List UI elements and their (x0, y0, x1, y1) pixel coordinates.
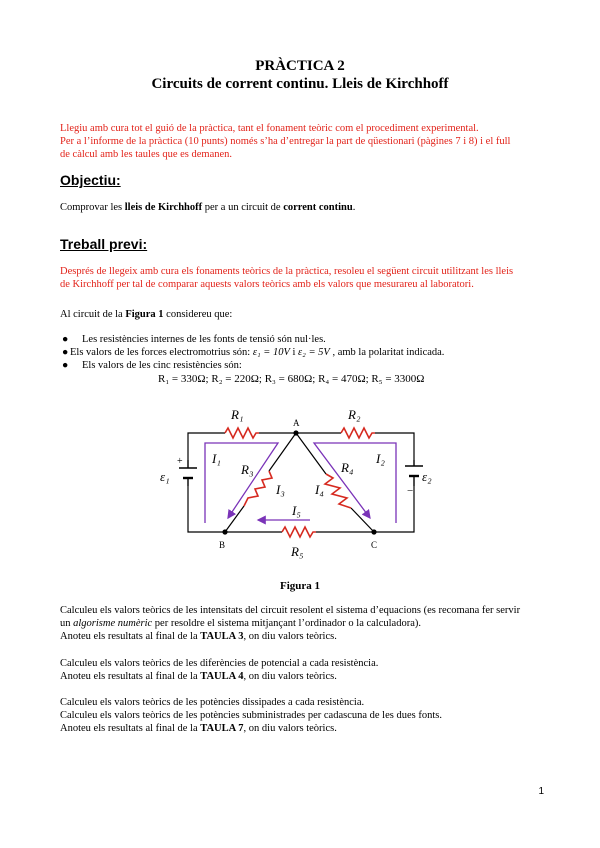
label-e1: ε₁ (160, 469, 170, 484)
label-i3: I₃ (276, 482, 285, 497)
task-paragraph-2 (60, 657, 550, 683)
label-e2: ε₂ (422, 469, 432, 484)
resistor-r1 (225, 428, 259, 438)
instruction-line: Després de llegeix amb cura els fonaments teòrics de la pràctica, resoleu el següent circuit utilitzant les lleis (60, 266, 514, 277)
text: . (352, 202, 356, 213)
resistor-r5 (282, 527, 316, 537)
label-node-a: A (293, 418, 300, 428)
bullet-icon: ● (62, 334, 69, 345)
bullet-icon: ● (62, 347, 69, 358)
text: considereu que: (163, 309, 233, 320)
bullet-text: , amb la polaritat indicada. (329, 347, 445, 358)
page-number: 1 (538, 786, 544, 797)
label-r5: R₅ (291, 544, 304, 559)
bold-text: corrent continu (283, 202, 353, 213)
label-i1: I₁ (212, 451, 221, 466)
node-a (293, 430, 298, 435)
label-minus-e2: − (407, 485, 414, 497)
circuit-intro (60, 308, 550, 321)
task-line (60, 670, 550, 683)
label-r2: R₂ (348, 407, 361, 422)
label-r3: R₃ (241, 462, 254, 477)
intro-line: de càlcul amb les taules que es demanen. (60, 149, 233, 160)
bold-text: TAULA 4 (200, 671, 244, 682)
task-paragraph-3 (60, 696, 550, 735)
label-r1: R₁ (231, 407, 244, 422)
task-line: Calculeu els valors teòrics de les intensitats del circuit resolent el sistema d’equacions (es recomana fer servir (60, 605, 521, 616)
text: , on diu valors teòrics. (243, 671, 337, 682)
label-i2: I₂ (376, 451, 385, 466)
battery-e2 (405, 460, 423, 486)
bold-text: lleis de Kirchhoff (124, 202, 203, 213)
task-line: Calculeu els valors teòrics de les potències subministrades per cadascuna de les dues fonts. (60, 710, 442, 721)
text: Comprovar les (60, 202, 125, 213)
bullet-item (62, 359, 242, 372)
resistance-values: R₁ = 330Ω; R₂ = 220Ω; R₃ = 680Ω; R₄ = 470Ω; R₅ = 3300Ω (158, 373, 425, 385)
text: , on diu valors teòrics. (243, 723, 337, 734)
text: , on diu valors teòrics. (243, 631, 337, 642)
bold-text: TAULA 7 (200, 723, 244, 734)
label-i5: I₅ (292, 503, 301, 518)
bullet-icon: ● (62, 360, 69, 371)
intro-note (60, 122, 560, 161)
emf-1: ε₁ = 10V (252, 347, 290, 358)
bullet-text: Els valors de les cinc resistències són: (82, 360, 242, 371)
node-b (222, 529, 227, 534)
text: per resoldre el sistema mitjançant l’ordinador o la calculadora). (152, 618, 421, 629)
task-line (60, 630, 550, 643)
label-r4: R₄ (341, 460, 354, 475)
bullet-text: Els valors de les forces electromotrius són: (70, 347, 253, 358)
text: Anoteu els resultats al final de la (60, 723, 201, 734)
task-line (60, 722, 550, 735)
task-paragraph-1 (60, 604, 550, 643)
instruction-line: de Kirchhoff per tal de comparar aquests valors teòrics amb els valors que mesurareu al laboratori. (60, 279, 474, 290)
figure-caption: Figura 1 (279, 580, 321, 592)
bold-text: Figura 1 (125, 309, 164, 320)
task-line (60, 617, 550, 630)
text: Anoteu els resultats al final de la (60, 631, 201, 642)
resistor-r2 (341, 428, 375, 438)
title-line-1: PRÀCTICA 2 (255, 58, 345, 74)
emf-2: ε₂ = 5V (298, 347, 330, 358)
label-node-c: C (371, 540, 378, 550)
text: Al circuit de la (60, 309, 126, 320)
resistor-r4 (325, 474, 351, 508)
treball-heading: Treball previ: (60, 236, 148, 252)
bullet-item (62, 346, 444, 359)
circuit-wires (188, 433, 414, 532)
title-line-2: Circuits de corrent continu. Lleis de Kirchhoff (151, 76, 449, 92)
objectiu-heading: Objectiu: (60, 172, 121, 188)
bullet-item (62, 333, 326, 346)
text: un (60, 618, 74, 629)
circuit-diagram (150, 398, 450, 566)
node-c (371, 529, 376, 534)
label-plus-e1: + (177, 456, 183, 467)
intro-line: Llegiu amb cura tot el guió de la pràctica, tant el fonament teòric com el procediment experimental. (60, 123, 479, 134)
task-line: Calculeu els valors teòrics de les potències dissipades a cada resistència. (60, 697, 365, 708)
text: per a un circuit de (202, 202, 284, 213)
bold-text: TAULA 3 (200, 631, 244, 642)
italic-text: algorisme numèric (73, 618, 153, 629)
label-node-b: B (219, 540, 226, 550)
intro-line: Per a l’informe de la pràctica (10 punts) només s’ha d’entregar la part de qüestionari (pàgines 7 i 8) i el full (60, 136, 511, 147)
treball-instructions (60, 265, 550, 291)
objectiu-text (60, 201, 550, 214)
label-i4: I₄ (315, 482, 324, 497)
bullet-text: Les resistències internes de les fonts de tensió són nul·les. (82, 334, 326, 345)
resistors (225, 428, 375, 537)
bullet-text: i (289, 347, 299, 358)
task-line: Calculeu els valors teòrics de les diferències de potencial a cada resistència. (60, 658, 379, 669)
text: Anoteu els resultats al final de la (60, 671, 201, 682)
